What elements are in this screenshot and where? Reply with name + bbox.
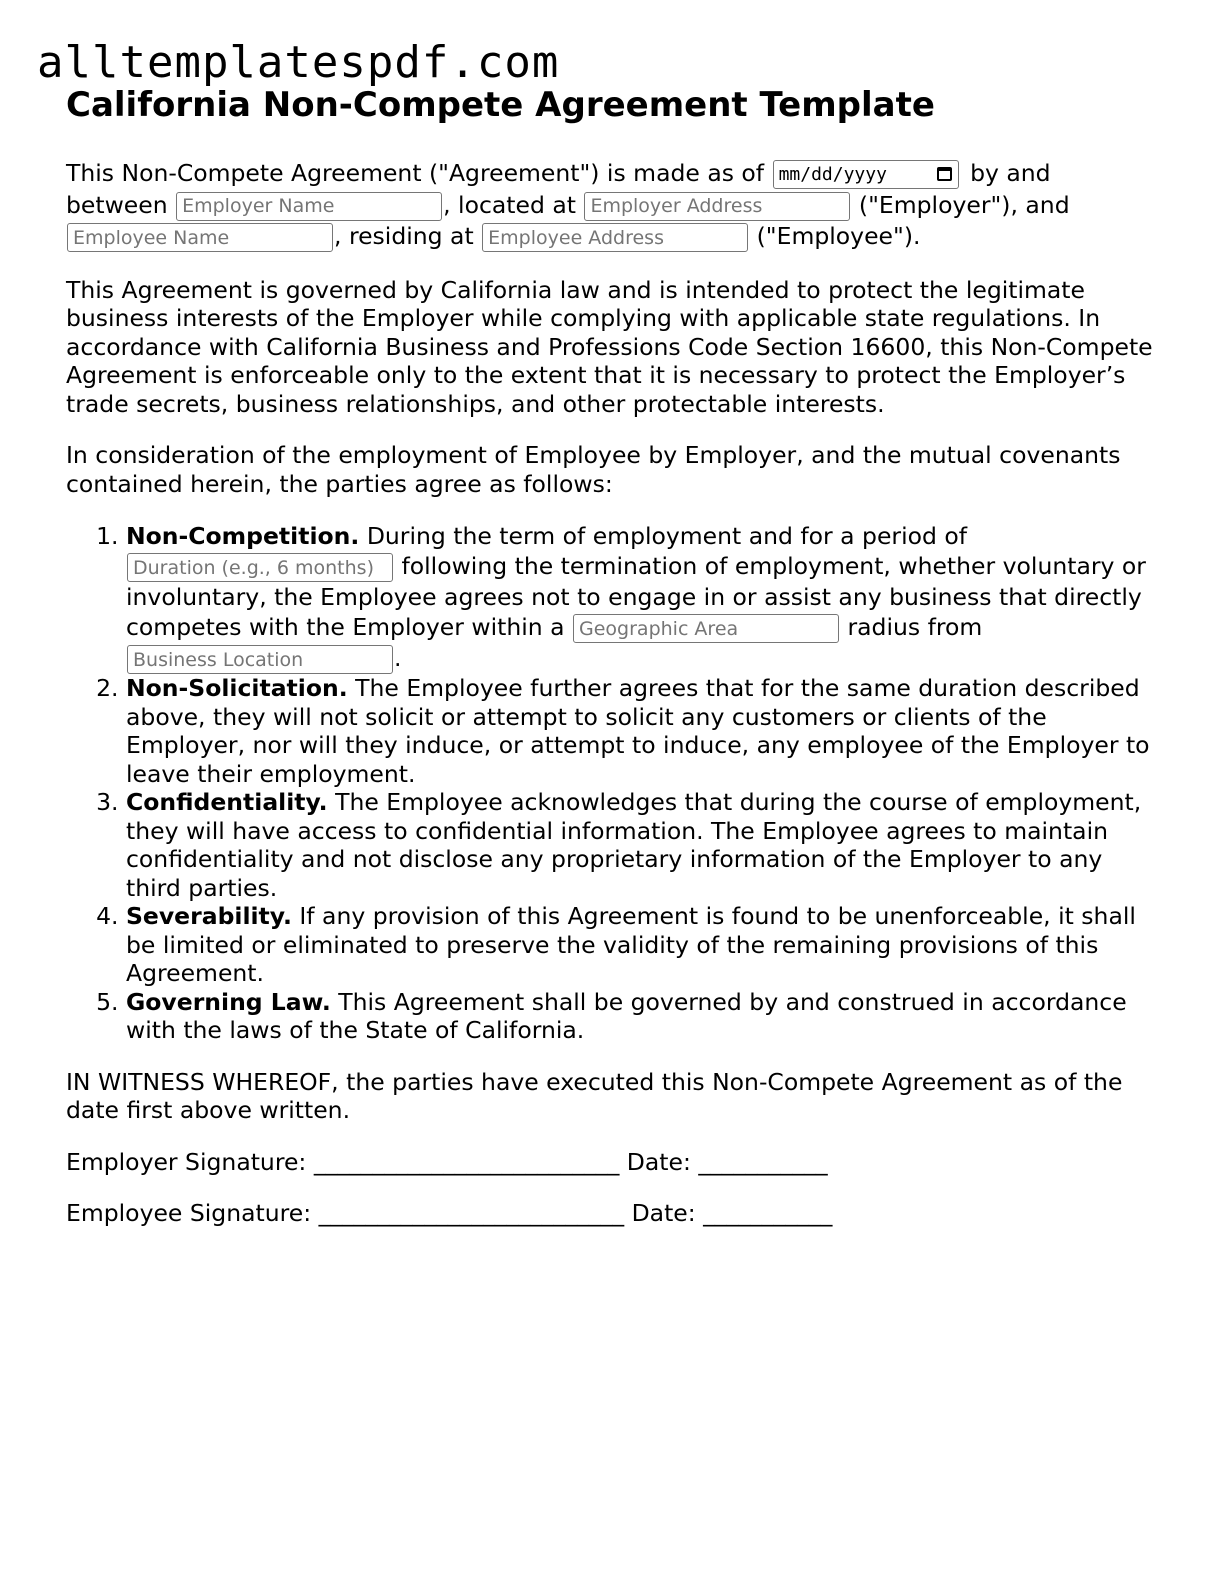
clause-text: The Employee acknowledges that during the course of employment, they will have access to confidential information. The Employee agrees to maintain confidentiality and not disclose any proprietary information of the Employer to any third parties. bbox=[126, 788, 1142, 902]
intro-text-5: , residing at bbox=[334, 222, 474, 250]
geographic-area-input[interactable] bbox=[573, 614, 839, 643]
agreement-date-input[interactable] bbox=[773, 160, 959, 189]
clause-text: If any provision of this Agreement is found to be unenforceable, it shall be limited or eliminated to preserve the validity of the remaining provisions of this Agreement. bbox=[126, 902, 1136, 987]
clause-heading: Confidentiality. bbox=[126, 788, 328, 816]
intro-text-3: , located at bbox=[443, 190, 576, 219]
clause-text: radius from bbox=[847, 613, 983, 641]
employee-address-input[interactable] bbox=[482, 223, 748, 252]
clause-heading: Non-Solicitation. bbox=[126, 674, 348, 702]
clause-list bbox=[66, 521, 1156, 1045]
clause-text: This Agreement shall be governed by and construed in accordance with the laws of the State of California. bbox=[126, 987, 1127, 1044]
date-placeholder: mm/dd/yyyy bbox=[778, 164, 887, 185]
employer-name-input[interactable] bbox=[176, 192, 442, 221]
employer-signature-line: Employer Signature: __________________________ Date: ___________ bbox=[66, 1147, 828, 1176]
calendar-icon[interactable] bbox=[937, 167, 952, 181]
duration-input[interactable] bbox=[127, 553, 393, 582]
intro-text-2: by and between bbox=[66, 159, 1051, 219]
clause-governing-law bbox=[126, 988, 1156, 1045]
intro-text-4: ("Employer"), and bbox=[858, 190, 1070, 219]
clause-severability bbox=[126, 902, 1156, 988]
governed-paragraph: This Agreement is governed by California law and is intended to protect the legitimate business interests of the Employer while complying with applicable state regulations. In accordance with California Business and Professions Code Section 16600, this Non-Compete Agreement is enforceable only to the extent that it is necessary to protect the Employer’s trade secrets, business relationships, and other protectable interests. bbox=[66, 275, 1153, 418]
clause-non-competition bbox=[126, 521, 1156, 674]
clause-text: following the termination of employment, whether voluntary or involuntary, the Employee agrees not to engage in or assist any business that directly competes with the Employer within a bbox=[126, 552, 1146, 641]
clause-heading: Governing Law. bbox=[126, 987, 331, 1016]
employer-address-input[interactable] bbox=[584, 192, 850, 221]
clause-heading: Severability. bbox=[126, 902, 292, 930]
clause-text: . bbox=[394, 644, 402, 672]
witness-paragraph: IN WITNESS WHEREOF, the parties have executed this Non-Compete Agreement as of the date first above written. bbox=[66, 1067, 1123, 1124]
employee-signature-line: Employee Signature: __________________________ Date: ___________ bbox=[66, 1199, 833, 1227]
consideration-paragraph: In consideration of the employment of Employee by Employer, and the mutual covenants contained herein, the parties agree as follows: bbox=[66, 441, 1121, 498]
intro-paragraph bbox=[66, 158, 1156, 253]
clause-text: The Employee further agrees that for the same duration described above, they will not solicit or attempt to solicit any customers or clients of the Employer, nor will they induce, or attempt to induce, any employee of the Employer to leave their employment. bbox=[126, 674, 1150, 788]
site-watermark: alltemplatespdf.com bbox=[37, 37, 560, 88]
clause-non-solicitation bbox=[126, 674, 1156, 788]
page-title: California Non-Compete Agreement Template bbox=[66, 85, 935, 125]
clause-heading: Non-Competition. bbox=[126, 522, 360, 550]
agreement-document bbox=[66, 84, 1156, 1251]
clause-text: During the term of employment and for a period of bbox=[366, 522, 968, 550]
intro-text-1: This Non-Compete Agreement ("Agreement") is made as of bbox=[66, 159, 765, 187]
clause-confidentiality bbox=[126, 788, 1156, 902]
employee-name-input[interactable] bbox=[67, 223, 333, 252]
intro-text-6: ("Employee"). bbox=[756, 222, 921, 250]
business-location-input[interactable] bbox=[127, 645, 393, 674]
